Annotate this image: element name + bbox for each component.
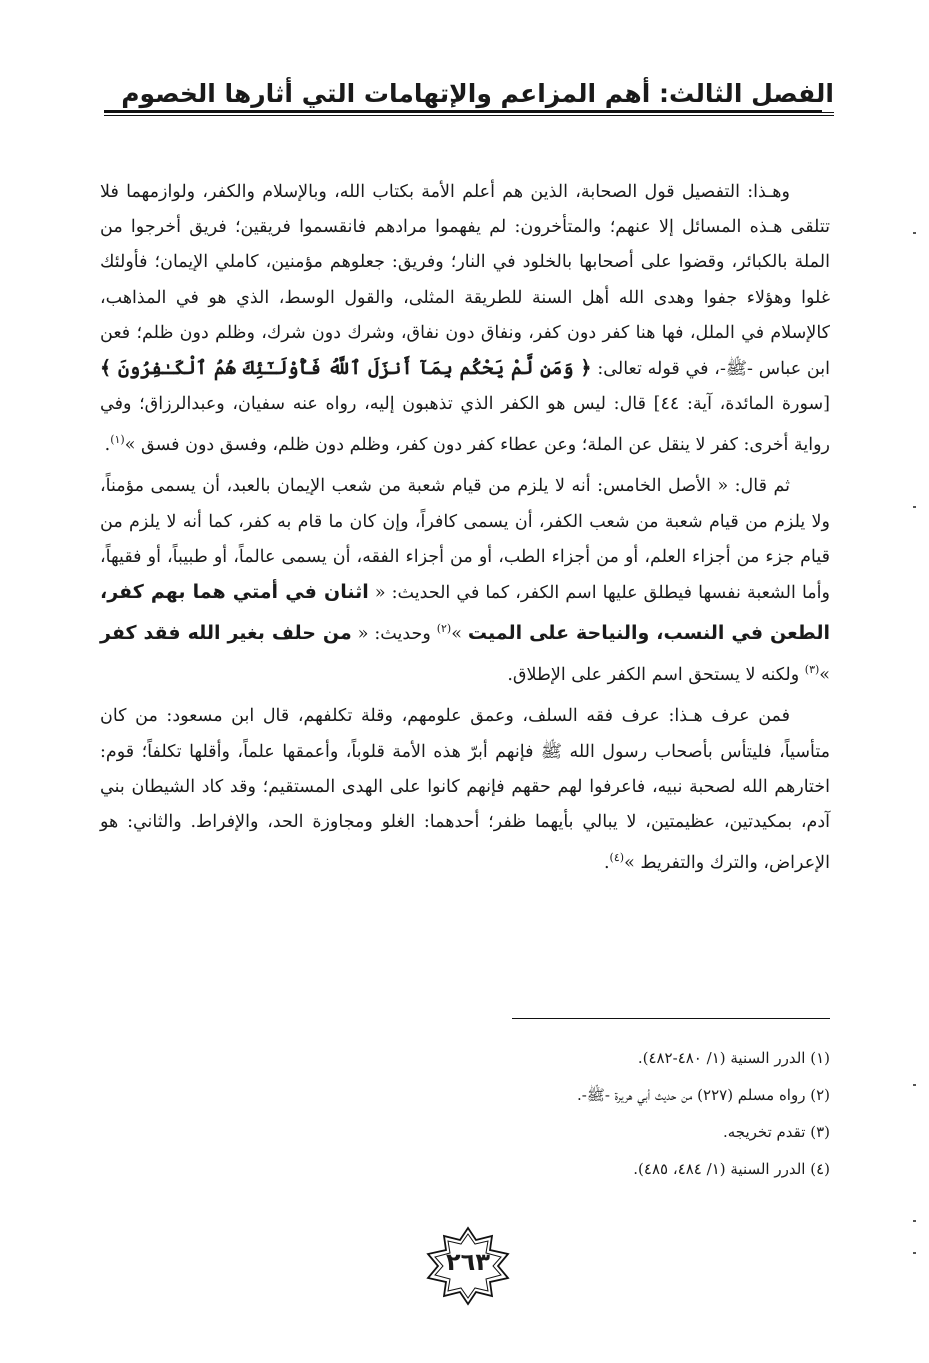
main-text xyxy=(100,175,830,881)
paragraph-2 xyxy=(100,469,830,693)
p1-text-1: وهـذا: التفصيل قول الصحابة، الذين هم أعلم الأمة بكتاب الله، وبالإسلام والكفر، ولوازمهما فلا تتلقى هـذه المسائل إلا عنهم؛ والمتأخرون: لم يفهموا مرادهم فانقسموا فريقين؛ فريق أخرجوا من الملة بالكبائر، وقضوا على أصحابها بالخلود في النار؛ وفريق: جعلوهم مؤمنين، كاملي الإيمان؛ فأولئك غلوا وهؤلاء جفوا وهدى الله أهل السنة للطريقة المثلى، والقول الوسط، الذي هو في المذاهب، كالإسلام في الملل، فها هنا كفر دون كفر، ونفاق دون نفاق، وشرك دون شرك، وظلم دون ظلم؛ فعن ابن عباس -ﷺ-، في قوله تعالى: xyxy=(100,182,830,380)
chapter-title: الفصل الثالث: أهم المزاعم والإتهامات التي أثارها الخصوم xyxy=(121,79,834,108)
footnote-1: (١) الدرر السنية (١/ ٤٨٠-٤٨٢). xyxy=(637,1049,830,1067)
hadith-1: اثنان في أمتي هما بهم كفر، الطعن في النسب، والنياحة على الميت xyxy=(100,581,830,645)
p2-text-1: ثم قال: « الأصل الخامس: أنه لا يلزم من قيام شعبة من شعب الإيمان بالعبد، أن يسمى مؤمناً، ولا يلزم من قيام شعبة من شعب الكفر، أن يسمى كافراً، وإن كان ما قام به كفر، كما أنه لا يلزم من قيام جزء من أجزاء العلم، أو من أجزاء الطب، أو من أجزاء الفقه، أن يسمى عالماً، أو طبيباً، أو فقيهاً، وأما الشعبة نفسها فيطلق عليها اسم الكفر، كما في الحديث: « xyxy=(100,476,830,604)
footnote-separator xyxy=(512,1018,830,1019)
footnote-3: (٣) تقدم تخريجه. xyxy=(722,1123,830,1141)
header-title-wrap xyxy=(121,78,834,112)
footnote-ref-1: (١) xyxy=(110,433,125,447)
footnote-ref-3: (٣) xyxy=(804,663,820,677)
footnote-4: (٤) الدرر السنية (١/ ٤٨٤، ٤٨٥). xyxy=(633,1160,830,1178)
edge-mark xyxy=(913,1220,916,1222)
p3-text-1: فمن عرف هـذا: عرف فقه السلف، وعمق علومهم، وقلة تكلفهم، قال ابن مسعود: من كان متأسياً، فليتأس بأصحاب رسول الله ﷺ فإنهم أبرّ هذه الأمة قلوباً، وأعمقها علماً، وأقلها تكلفاً؛ قوم: اختارهم الله لصحبة نبيه، فاعرفوا لهم حقهم فإنهم كانوا على الهدى المستقيم؛ وقد كاد الشيطان بني آدم، بمكيدتين، عظيمتين، لا يبالي بأيهما ظفر؛ أحدهما: الغلو ومجاوزة الحد، والإفراط. والثاني: هو الإعراض، والترك والتفريط » xyxy=(100,706,830,873)
edge-mark xyxy=(913,1252,916,1254)
quran-verse: ﴿ وَمَن لَّمْ يَحْكُم بِمَآ أَنزَلَ ٱللَّهُ فَأُوْلَـٰٓئِكَ هُمُ ٱلْكَـٰفِرُونَ ﴾ xyxy=(100,357,592,380)
paragraph-3: فمن عرف هـذا: عرف فقه السلف، وعمق علومهم، وقلة تكلفهم، قال ابن مسعود: من كان متأسياً، فليتأس بأصحاب رسول الله ﷺ فإنهم أبرّ هذه الأمة قلوباً، وأعمقها علماً، وأقلها تكلفاً؛ قوم: اختارهم الله لصحبة نبيه، فاعرفوا لهم حقهم فإنهم كانوا على الهدى المستقيم؛ وقد كاد الشيطان بني آدم، بمكيدتين، عظيمتين، لا يبالي بأيهما ظفر؛ أحدهما: الغلو ومجاوزة الحد، والإفراط. والثاني: هو الإعراض، والترك والتفريط »$^{(٤)}$. xyxy=(100,706,830,873)
page-number-ornament xyxy=(418,1226,518,1306)
p2-text-4: » xyxy=(819,665,830,686)
p2-text-3: وحديث: « xyxy=(357,624,437,645)
footnote-ref-4: (٤) xyxy=(609,851,625,865)
running-header xyxy=(104,78,834,118)
paragraph-1: وهـذا: التفصيل قول الصحابة، الذين هم أعلم الأمة بكتاب الله، وبالإسلام والكفر، ولوازمهما فلا تتلقى هـذه المسائل إلا عنهم؛ والمتأخرون: لم يفهموا مرادهم فانقسموا فريقين؛ فريق أخرجوا من الملة بالكبائر، وقضوا على أصحابها بالخلود في النار؛ وفريق: جعلوهم مؤمنين، كاملي الإيمان؛ فأولئك غلوا وهؤلاء جفوا وهدى الله أهل السنة للطريقة المثلى، والقول الوسط، الذي هو في المذاهب، كالإسلام في الملل، فها هنا كفر دون كفر، ونفاق دون نفاق، وشرك دون شرك، وظلم دون ظلم؛ فعن ابن عباس -ﷺ-، في قوله تعالى: ﴿ وَمَن لَّمْ يَحْكُم بِمَآ أَنزَلَ ٱللَّهُ فَأُوْلَـٰٓئِكَ هُمُ ٱلْكَـٰفِرُونَ ﴾ [سورة المائدة، آية: ٤٤] قال: ليس هو الكفر الذي تذهبون إليه، رواه عنه سفيان، وعبدالرزاق؛ وفي رواية أخرى: كفر لا ينقل عن الملة؛ وعن عطاء كفر دون كفر، وظلم دون ظلم، وفسق دون فسق »$^{(١)}$. xyxy=(100,182,830,456)
edge-mark xyxy=(913,232,916,234)
edge-mark xyxy=(913,1084,916,1086)
edge-mark xyxy=(913,506,916,508)
page-number: ٢٦٣ xyxy=(446,1248,490,1276)
hadith-2: من حلف بغير الله فقد كفر xyxy=(100,622,352,645)
footnotes xyxy=(100,1040,830,1188)
p1-text-2: [سورة المائدة، آية: ٤٤] قال: ليس هو الكفر الذي تذهبون إليه، رواه عنه سفيان، وعبدالرزاق؛ وفي رواية أخرى: كفر لا ينقل عن الملة؛ وعن عطاء كفر دون كفر، وظلم دون ظلم، وفسق دون فسق » xyxy=(100,394,830,456)
footnote-2: (٢) رواه مسلم (٢٢٧) من حديث أبي هريرة -ﷺ-. xyxy=(576,1086,830,1104)
p2-text-5: ولكنه لا يستحق اسم الكفر على الإطلاق. xyxy=(507,665,805,686)
header-rule xyxy=(104,110,834,116)
p2-text-2: » xyxy=(451,624,462,645)
footnote-ref-2: (٢) xyxy=(436,622,452,636)
